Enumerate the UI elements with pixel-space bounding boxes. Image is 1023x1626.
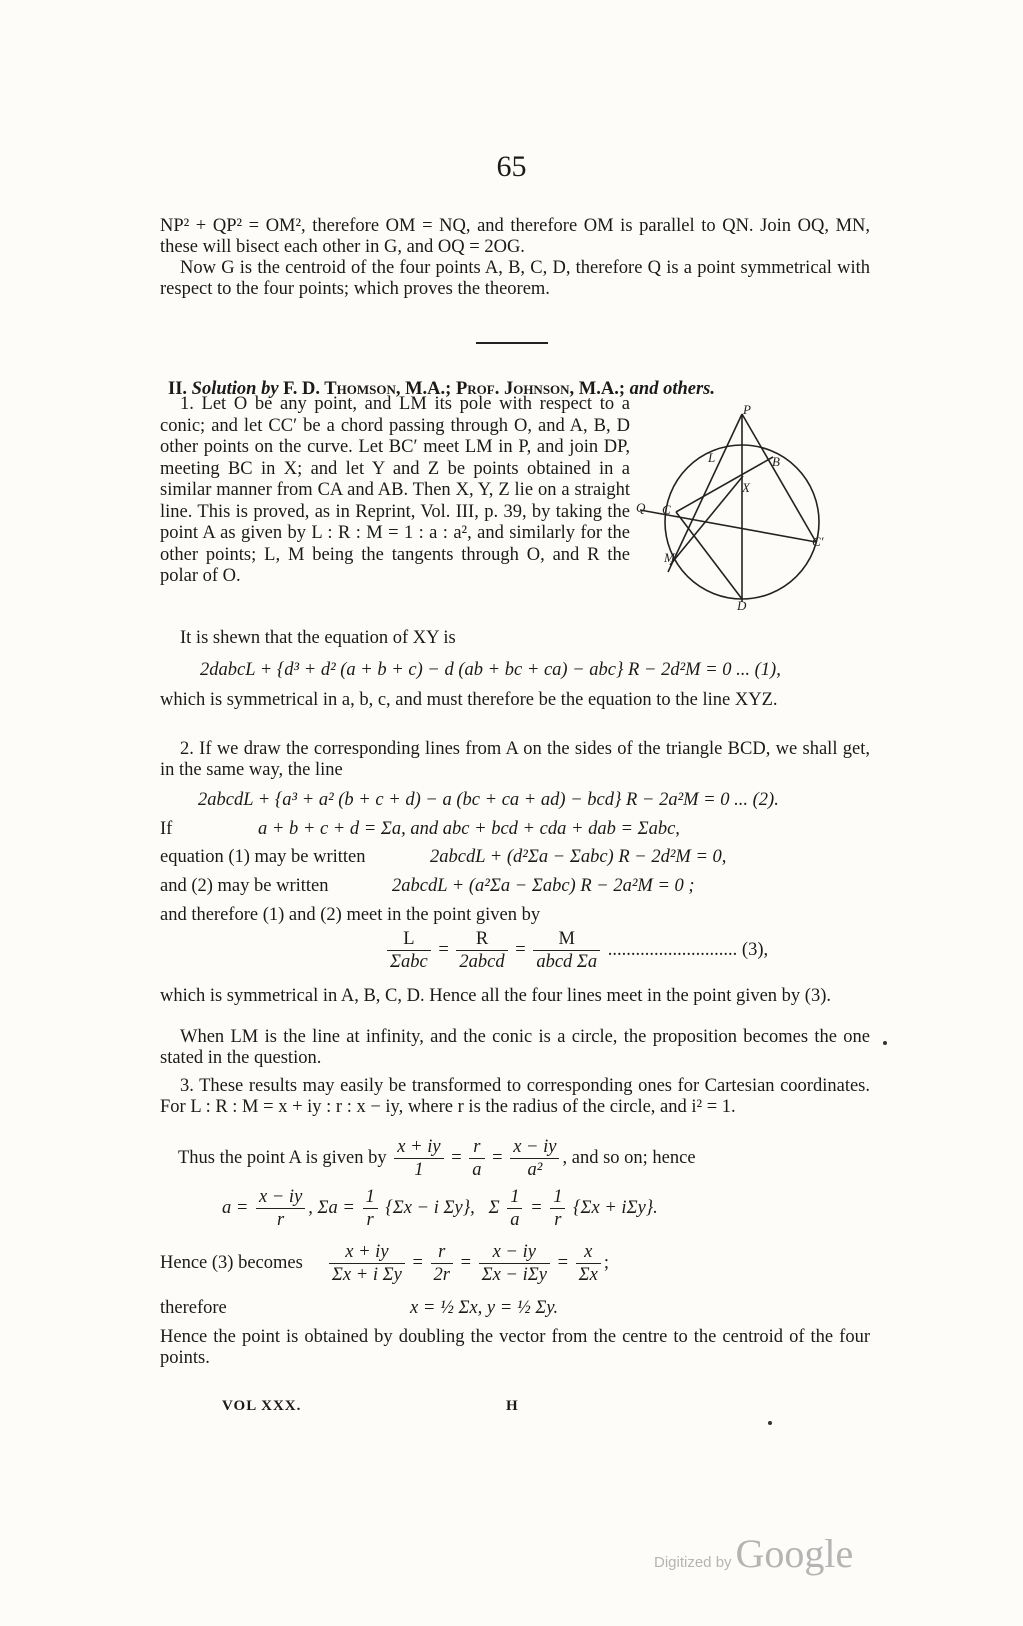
eq1-written: 2abcdL + (d²Σa − Σabc) R − 2d²M = 0, xyxy=(430,847,727,867)
thus-frac-3: $\frac{x - iy}{\text{a²}}$ xyxy=(510,1136,559,1181)
thus-frac-1: $\frac{x + iy}{1}$ xyxy=(394,1136,443,1181)
label-B: B xyxy=(772,454,780,469)
if-equation: a + b + c + d = Σa, and abc + bcd + cda + dab = Σabc, xyxy=(258,819,680,839)
final-text: Hence the point is obtained by doubling the vector from the centre to the centroid of the four points. xyxy=(160,1327,870,1368)
sigma-inv-r-frac: $\frac{1}{r}$ xyxy=(550,1186,565,1231)
footer-volume: VOL XXX. xyxy=(222,1398,302,1414)
label-M: M xyxy=(664,550,675,565)
label-Q: Q xyxy=(636,500,646,515)
therefore-label: therefore xyxy=(160,1298,227,1318)
watermark-google: Google xyxy=(735,1531,854,1576)
paragraph-continuation: NP² + QP² = OM², therefore OM = NQ, and therefore OM is parallel to QN. Join OQ, MN, these will bisect each other in G, and OQ = 2OG. xyxy=(160,216,870,257)
heading-prefix: II. xyxy=(168,379,188,399)
paragraph-centroid: Now G is the centroid of the four points A, B, C, D, therefore Q is a point symmetrical with respect to the four points; which proves the theorem. xyxy=(160,258,870,299)
after-equation-1: which is symmetrical in a, b, c, and must therefore be the equation to the line XYZ. xyxy=(160,690,778,710)
eq1-written-label: equation (1) may be written xyxy=(160,847,366,867)
label-X: X xyxy=(742,480,750,495)
equation-3: $\frac{L}{\text{Σabc}}$ = $\frac{R}{\text{2abcd}}$ = $\frac{M}{\text{abcd Σa}}$ ............................ (3), xyxy=(384,928,768,973)
conic-diagram xyxy=(630,400,870,620)
therefore-equation: x = ½ Σx, y = ½ Σy. xyxy=(410,1298,559,1318)
page-number: 65 xyxy=(496,150,527,183)
eq3-tail: ............................ (3), xyxy=(607,939,769,960)
label-Cprime: C′ xyxy=(812,534,824,549)
eq2-written-label: and (2) may be written xyxy=(160,876,329,896)
thus-lead: Thus the point A is given by xyxy=(178,1147,387,1168)
eq2-written: 2abcdL + (a²Σa − Σabc) R − 2a²M = 0 ; xyxy=(392,876,695,896)
eq3-frac-m: $\frac{M}{\text{abcd Σa}}$ xyxy=(533,928,600,973)
hence3-frac-4: $\frac{x}{\Sigma x}$ xyxy=(576,1241,601,1286)
hence3-label: Hence (3) becomes xyxy=(160,1252,303,1273)
section-divider xyxy=(476,342,548,344)
thus-tail: , and so on; hence xyxy=(562,1147,696,1168)
heading-author-1: F. D. Thomson, M.A.; xyxy=(283,379,452,399)
watermark-small: Digitized by xyxy=(654,1554,732,1571)
hence3-frac-1: $\frac{x + iy}{\text{Σx + i Σy}}$ xyxy=(329,1241,405,1286)
equation-1: 2dabcL + {d³ + d² (a + b + c) − d (ab + bc + ca) − abc} R − 2d²M = 0 ... (1), xyxy=(200,660,781,680)
label-D: D xyxy=(737,598,747,613)
line-p-m xyxy=(668,414,742,572)
shewn-text: It is shewn that the equation of XY is xyxy=(180,628,456,648)
sigma-inv-a-frac: $\frac{1}{a}$ xyxy=(507,1186,522,1231)
section-2-text: 2. If we draw the corresponding lines from A on the sides of the triangle BCD, we shall get, in the same way, the line xyxy=(160,739,870,780)
label-P: P xyxy=(743,402,751,417)
label-C: C xyxy=(662,502,671,517)
section-1-text: 1. Let O be any point, and LM its pole with respect to a conic; and let CC′ be a chord passing through O, and A, B, D other points on the curve. Let BC′ meet LM in P, and join DP, meeting BC in X; and let Y and Z be points obtained in a similar manner from CA and AB. Then X, Y, Z lie on a straight line. This is proved, as in Reprint, Vol. III, p. 39, by taking the point A as given by L : R : M = 1 : a : a², and similarly for the other points; L, M being the tangents through O, and R the polar of O. xyxy=(160,394,630,586)
heading-and-others: and others. xyxy=(629,379,715,399)
google-watermark xyxy=(654,1530,853,1577)
a-line: a = $\frac{x - iy}{r}$ , Σa = $\frac{1}{r}$ {Σx − i Σy}, Σ $\frac{1}{a}$ = $\frac{1}{r}$ {Σx + iΣy}. xyxy=(222,1187,658,1230)
equation-2: 2abcdL + {a³ + a² (b + c + d) − a (bc + ca + ad) − bcd} R − 2a²M = 0 ... (2). xyxy=(198,790,779,810)
thus-line: Thus the point A is given by $\frac{x + iy}{1}$ = $\frac{r}{a}$ = $\frac{x - iy}{\text{a²}}$ , and so on; hence xyxy=(178,1137,696,1180)
meet-text: and therefore (1) and (2) meet in the point given by xyxy=(160,905,541,925)
heading-solution-by: Solution by xyxy=(191,379,279,399)
infinity-text: When LM is the line at infinity, and the conic is a circle, the proposition becomes the one stated in the question. xyxy=(160,1027,870,1068)
hence3-line: Hence (3) becomes $\frac{x + iy}{\text{Σx + i Σy}}$ = $\frac{r}{2r}$ = $\frac{x - iy}{\text{Σx − iΣy}}$ = $\frac{x}{\Sigma x}$ ; xyxy=(160,1242,610,1285)
label-L: L xyxy=(708,450,716,465)
a-frac: $\frac{x - iy}{r}$ xyxy=(256,1186,305,1231)
speck xyxy=(768,1421,772,1425)
eq3-frac-r: $\frac{R}{\text{2abcd}}$ xyxy=(456,928,507,973)
thus-frac-2: $\frac{r}{a}$ xyxy=(469,1136,484,1181)
hence3-frac-3: $\frac{x - iy}{\text{Σx − iΣy}}$ xyxy=(479,1241,550,1286)
sigma-a-frac: $\frac{1}{r}$ xyxy=(363,1186,378,1231)
if-word: If xyxy=(160,819,173,839)
section-3-text: 3. These results may easily be transformed to corresponding ones for Cartesian coordinates. For L : R : M = x + iy : r : x − iy, where r is the radius of the circle, and i² = 1. xyxy=(160,1076,870,1117)
speck xyxy=(883,1041,887,1045)
after-equation-3: which is symmetrical in A, B, C, D. Hence all the four lines meet in the point given by (3). xyxy=(160,986,832,1006)
hence3-frac-2: $\frac{r}{2r}$ xyxy=(431,1241,453,1286)
line-c-d xyxy=(676,512,742,599)
footer-signature: H xyxy=(506,1398,519,1414)
heading-author-2: Prof. Johnson, M.A.; xyxy=(455,379,626,399)
eq3-frac-l: $\frac{L}{\text{Σabc}}$ xyxy=(387,928,431,973)
